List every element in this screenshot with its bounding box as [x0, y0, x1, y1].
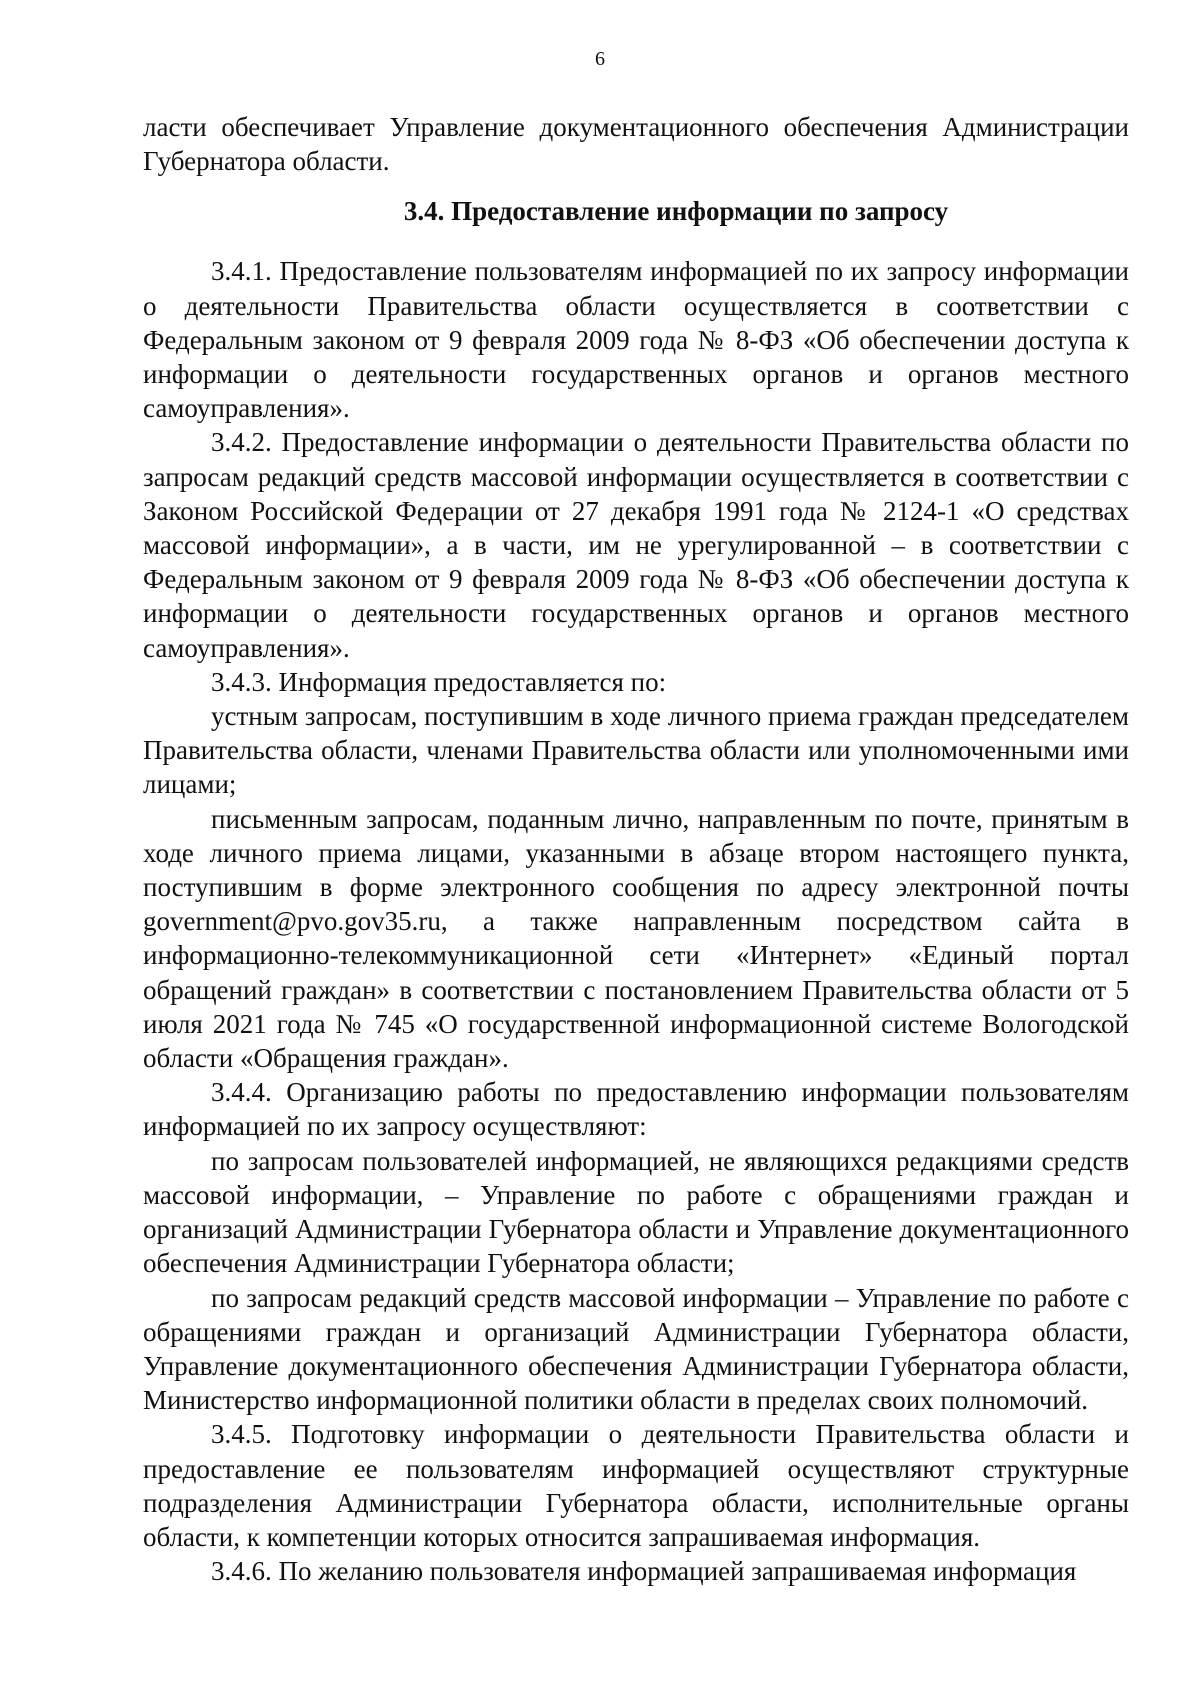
intro-paragraph: ласти обеспечивает Управление документационного обеспечения Администрации Губернатора области. — [143, 112, 1129, 177]
paragraph-oral-requests: устным запросам, поступившим в ходе личного приема граждан председателем Правительства области, членами Правительства области или уполномоченными ими лицами; — [143, 701, 1129, 800]
section-heading-wrap — [143, 194, 1129, 228]
paragraph-written-requests: письменным запросам, поданным лично, направленным по почте, принятым в ходе личного приема лицами, указанными в абзаце втором настоящего пункта, поступившим в форме электронного сообщения по адресу электронной почты government@pvo.gov35.ru, а также направленным посредством сайта в информационно-телекоммуникационной сети «Интернет» «Единый портал обращений граждан» в соответствии с постановлением Правительства области от 5 июля 2021 года № 745 «О государственной информационной системе Вологодской области «Обращения граждан». — [143, 803, 1129, 1074]
document-body — [143, 110, 1129, 1588]
paragraph-3-4-1: 3.4.1. Предоставление пользователям информацией по их запросу информации о деятельности Правительства области осуществляется в соответствии с Федеральным законом от 9 февраля 2009 года № 8-ФЗ «Об обеспечении доступа к информации о деятельности государственных органов и органов местного самоуправления». — [143, 256, 1129, 424]
paragraph-media-requests: по запросам редакций средств массовой информации – Управление по работе с обращениями граждан и организаций Администрации Губернатора области, Управление документационного обеспечения Администрации Губернатора области, Министерство информационной политики области в пределах своих полномочий. — [143, 1282, 1129, 1416]
paragraph-3-4-4: 3.4.4. Организацию работы по предоставлению информации пользователям информацией по их запросу осуществляют: — [143, 1077, 1129, 1142]
page-number: 6 — [595, 48, 605, 70]
paragraph-3-4-6: 3.4.6. По желанию пользователя информацией запрашиваемая информация — [211, 1556, 1077, 1587]
paragraph-user-requests: по запросам пользователей информацией, не являющихся редакциями средств массовой информации, – Управление по работе с обращениями граждан и организаций Администрации Губернатора области и Управление документационного обеспечения Администрации Губернатора области; — [143, 1145, 1129, 1279]
section-heading: 3.4. Предоставление информации по запросу — [403, 196, 949, 227]
paragraph-3-4-2: 3.4.2. Предоставление информации о деятельности Правительства области по запросам редакций средств массовой информации осуществляется в соответствии с Законом Российской Федерации от 27 декабря 1991 года № 2124-1 «О средствах массовой информации», а в части, им не урегулированной – в соответствии с Федеральным законом от 9 февраля 2009 года № 8-ФЗ «Об обеспечении доступа к информации о деятельности государственных органов и органов местного самоуправления». — [143, 427, 1129, 663]
paragraph-3-4-5: 3.4.5. Подготовку информации о деятельности Правительства области и предоставление ее пользователям информацией осуществляют структурные подразделения Администрации Губернатора области, исполнительные органы области, к компетенции которых относится запрашиваемая информация. — [143, 1419, 1129, 1552]
paragraph-3-4-3: 3.4.3. Информация предоставляется по: — [211, 666, 667, 697]
